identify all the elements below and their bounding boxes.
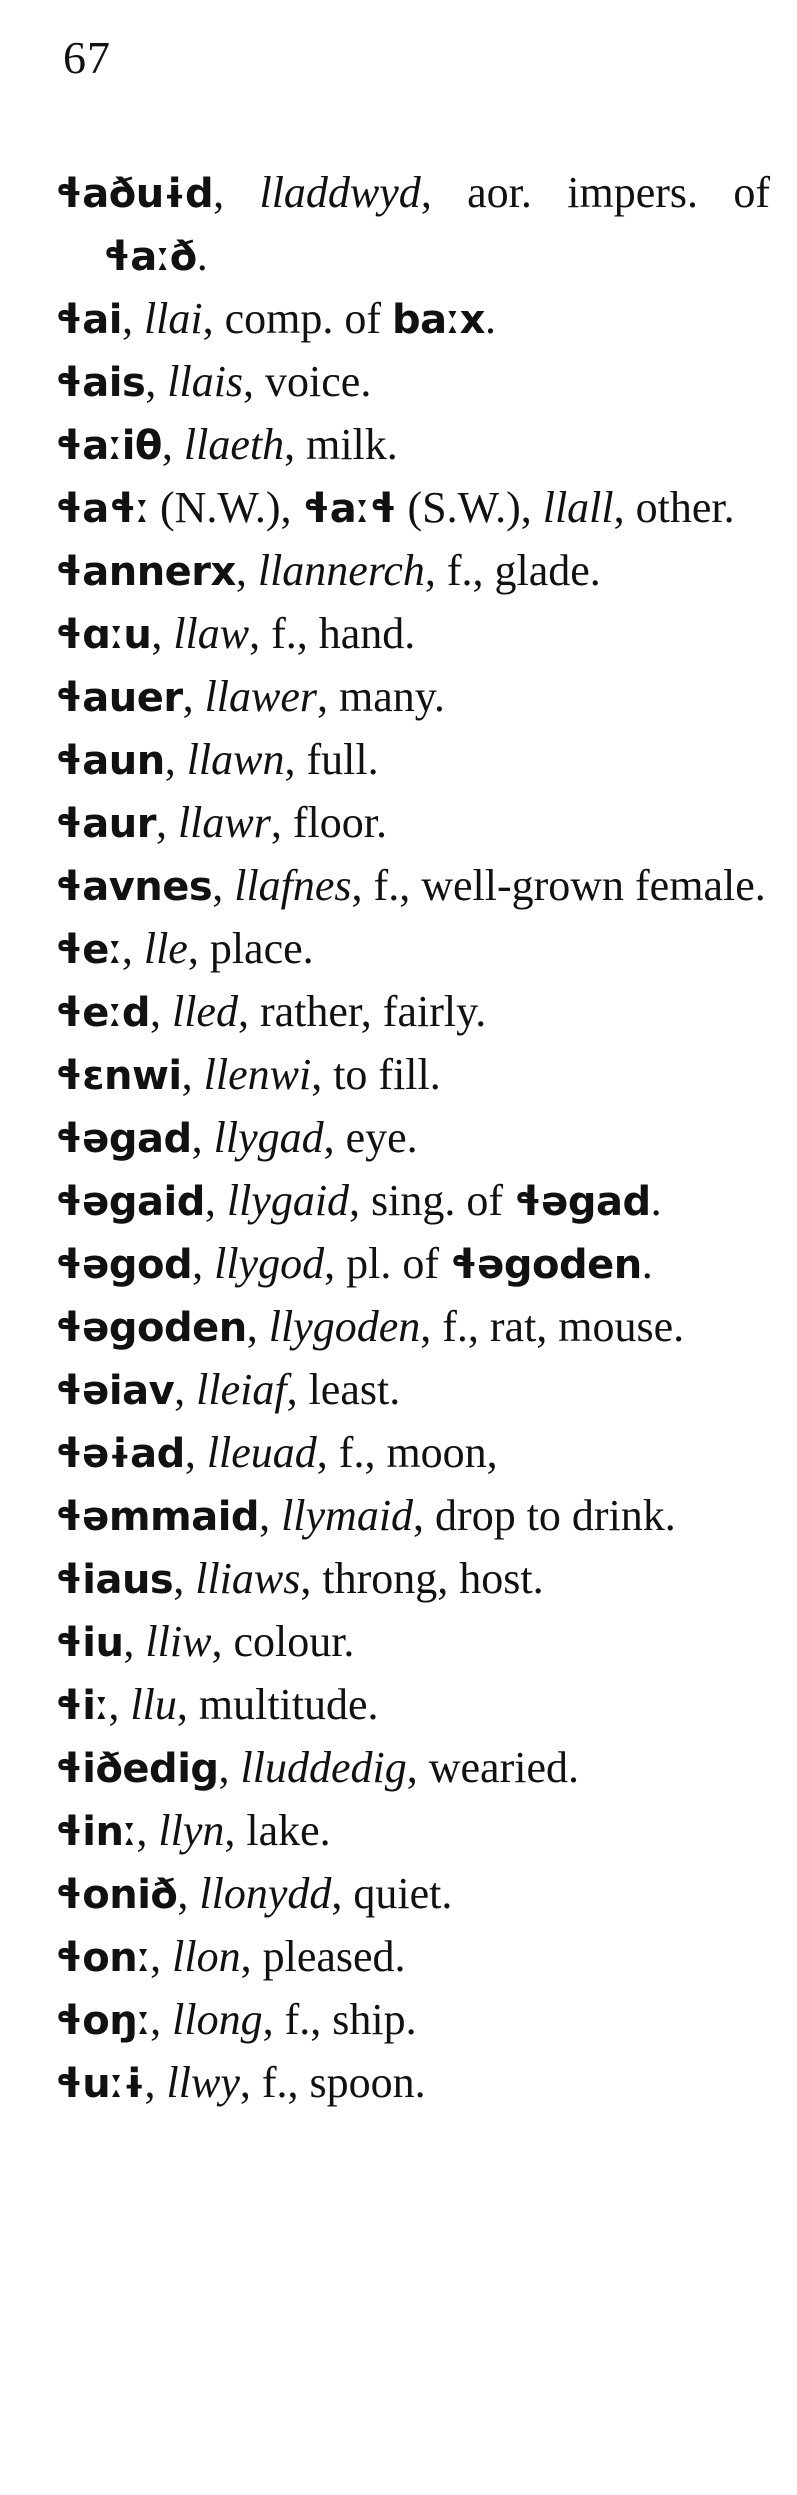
entry-welsh-spelling: llygaid [226,1176,350,1225]
dictionary-entry [55,1485,770,1548]
entry-gloss: , colour. [211,1617,355,1666]
entry-headword: ɬavnes [55,864,213,910]
entry-welsh-spelling: llafnes [234,861,352,910]
entry-headword: ɬaɬː [55,486,149,532]
entry-headword: ɬai [55,297,122,343]
entry-separator: , [121,294,144,343]
entry-separator: , [246,1302,269,1351]
entry-headword: ɬuːɨ [55,2061,145,2107]
entry-separator: , [145,357,168,406]
entry-gloss: , quiet. [331,1869,453,1918]
entry-welsh-spelling: llawn [186,735,285,784]
entry-welsh-spelling: llaeth [183,420,285,469]
entry-welsh-spelling: llenwi [203,1050,312,1099]
entry-welsh-spelling: lled [171,987,238,1036]
entry-separator: , [150,1932,173,1981]
entry-headword: ɬonː [55,1935,151,1981]
dictionary-entry [55,1548,770,1611]
entry-welsh-spelling: lleiaf [196,1365,287,1414]
entry-headword: ɬiu [55,1620,124,1666]
entry-welsh-spelling: llawer [204,672,318,721]
entry-headword: ɬɑːu [55,612,152,658]
dictionary-entry [55,540,770,603]
dictionary-entry [55,1296,770,1359]
entry-welsh-spelling: llon [172,1932,241,1981]
dictionary-entry [55,1674,770,1737]
dictionary-entry [55,288,770,351]
entry-welsh-spelling: llong [172,1995,263,2044]
entry-separator: , [191,1113,214,1162]
dictionary-entry [55,666,770,729]
entry-gloss: , throng, host. [300,1554,544,1603]
entry-headword: ɬəgoden [55,1305,247,1351]
dictionary-entry [55,1863,770,1926]
entry-gloss: , milk. [284,420,398,469]
entry-separator: , [192,1239,215,1288]
entry-welsh-spelling: llygoden [268,1302,421,1351]
entry-gloss: , sing. of [349,1176,515,1225]
entry-separator: , [235,546,258,595]
entry-separator: , [212,861,235,910]
entry-welsh-spelling: llawr [177,798,271,847]
entry-headword: ɬonið [55,1872,178,1918]
dictionary-entry [55,1737,770,1800]
entry-separator: , [150,1995,173,2044]
entry-separator: , [213,168,260,217]
entry-headword: ɬaːiθ [55,423,162,469]
entry-headword: ɬaun [55,738,165,784]
entry-gloss: , eye. [323,1113,418,1162]
entry-tail: , other. [613,483,735,532]
entry-gloss: , f., ship. [262,1995,417,2044]
entry-headword: ɬɛnwi [55,1053,182,1099]
entry-gloss: , many. [317,672,445,721]
entry-headword: ɬəgad [55,1116,192,1162]
entry-cross-reference: ɬaːð [103,234,197,280]
entry-welsh-spelling: lliw [145,1617,212,1666]
dictionary-entry [55,729,770,792]
dictionary-entry [55,2052,770,2115]
entry-welsh-spelling: lliaws [195,1554,301,1603]
entry-headword: ɬinː [55,1809,137,1855]
entry-gloss: , full. [284,735,379,784]
entry-separator: , [144,2058,167,2107]
dictionary-entry [55,477,770,540]
entry-separator: , [123,1617,146,1666]
entry-separator: , [108,1680,131,1729]
entry-separator: , [182,672,205,721]
entry-separator: , [121,924,144,973]
entry-gloss: , pl. of [324,1239,450,1288]
entry-cross-reference: ɬəgad [514,1179,651,1225]
entry-separator: , [174,1365,197,1414]
entry-tail: . [641,1239,653,1288]
dictionary-entry [55,1233,770,1296]
dictionary-entry [55,1800,770,1863]
entry-welsh-spelling: llai [143,294,203,343]
entry-gloss: , voice. [243,357,372,406]
dictionary-entry [55,981,770,1044]
entry-gloss: , floor. [270,798,387,847]
entry-gloss: , to fill. [311,1050,441,1099]
entry-separator: , [177,1869,200,1918]
entry-cross-reference: ɬəgoden [449,1242,642,1288]
entry-headword: ɬiaus [55,1557,174,1603]
entry-separator: , [259,1491,282,1540]
entry-welsh-spelling: llu [130,1680,177,1729]
entry-tail: . [196,231,208,280]
entry-gloss: , multitude. [176,1680,379,1729]
dictionary-entry [55,918,770,981]
entry-headword: ɬannerx [55,549,236,595]
entry-separator: (N.W.), [148,483,303,532]
entry-welsh-spelling: llymaid [281,1491,414,1540]
entry-headword: ɬəgaid [55,1179,205,1225]
entry-separator: , [184,1428,207,1477]
entry-gloss: , lake. [224,1806,331,1855]
entry-welsh-spelling: llannerch [257,546,425,595]
dictionary-entry [55,1611,770,1674]
entry-headword: ɬəmmaid [55,1494,260,1540]
entry-headword: ɬəiav [55,1368,175,1414]
entry-headword: ɬəgod [55,1242,193,1288]
entry-tail: . [650,1176,662,1225]
entry-cross-reference: ɬaːɬ [302,486,397,532]
entry-headword: ɬauer [55,675,183,721]
entry-separator: , [164,735,187,784]
entry-separator: , [173,1554,196,1603]
entry-headword: ɬais [55,360,146,406]
entry-gloss: , least. [286,1365,401,1414]
dictionary-entry [55,351,770,414]
entry-separator: , [151,609,174,658]
entry-headword: ɬiː [55,1683,109,1729]
entry-tail: (S.W.), [396,483,543,532]
entry-welsh-spelling: lladdwyd [259,168,421,217]
entry-welsh-spelling: llygod [214,1239,325,1288]
dictionary-entry [55,792,770,855]
entry-separator: , [161,420,184,469]
entry-separator: , [149,987,172,1036]
entry-separator: , [204,1176,227,1225]
entry-gloss: , aor. impers. of [420,168,770,217]
entry-headword: ɬiðedig [55,1746,219,1792]
entry-gloss: , f., rat, mouse. [420,1302,685,1351]
entry-headword: ɬəɨad [55,1431,185,1477]
entry-welsh-spelling: llall [542,483,614,532]
entry-separator: , [181,1050,204,1099]
entry-welsh-spelling: lluddedig [240,1743,407,1792]
entry-gloss: , f., moon, [316,1428,498,1477]
entry-gloss: , wearied. [406,1743,579,1792]
entry-headword: ɬeːd [55,990,150,1036]
entry-gloss: , drop to drink. [413,1491,676,1540]
entry-separator: , [136,1806,159,1855]
entry-headword: ɬaðuɨd [55,171,214,217]
dictionary-entry [55,855,770,918]
entry-welsh-spelling: llwy [166,2058,240,2107]
entry-list [55,162,770,2115]
entry-gloss: , pleased. [240,1932,406,1981]
entry-welsh-spelling: llaw [173,609,250,658]
entry-welsh-spelling: llyn [158,1806,225,1855]
entry-separator: , [155,798,178,847]
entry-welsh-spelling: llonydd [199,1869,332,1918]
entry-gloss: , f., hand. [249,609,416,658]
entry-headword: ɬaur [55,801,156,847]
entry-gloss: , rather, fairly. [237,987,487,1036]
entry-gloss: , f., spoon. [239,2058,426,2107]
dictionary-entry [55,1926,770,1989]
entry-welsh-spelling: llais [167,357,244,406]
entry-separator: , [218,1743,241,1792]
entry-gloss: , comp. of [202,294,393,343]
entry-welsh-spelling: lleuad [206,1428,317,1477]
dictionary-entry [55,414,770,477]
entry-gloss: , f., well-grown female. [351,861,766,910]
dictionary-entry [55,1989,770,2052]
entry-gloss: , f., glade. [424,546,601,595]
dictionary-entry [55,1107,770,1170]
entry-headword: ɬoŋː [55,1998,151,2044]
dictionary-entry [55,1422,770,1485]
entry-cross-reference: baːx [392,297,485,343]
entry-gloss: , place. [187,924,314,973]
dictionary-entry [55,603,770,666]
dictionary-entry [55,1359,770,1422]
dictionary-entry [55,162,770,288]
dictionary-entry [55,1044,770,1107]
page-number: 67 [63,32,111,83]
entry-headword: ɬeː [55,927,122,973]
entry-welsh-spelling: llygad [213,1113,324,1162]
entry-tail: . [484,294,496,343]
dictionary-entry [55,1170,770,1233]
entry-welsh-spelling: lle [143,924,188,973]
